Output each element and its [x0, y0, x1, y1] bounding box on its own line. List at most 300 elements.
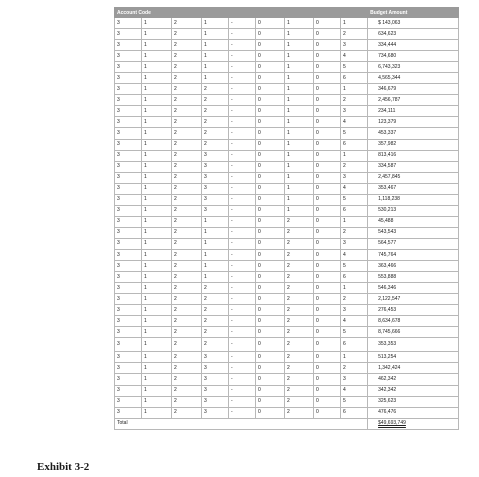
account-code-cell: 2: [202, 128, 229, 139]
account-code-cell: 0: [314, 316, 341, 327]
account-code-cell: 3: [202, 183, 229, 194]
account-code-cell: -: [229, 205, 256, 216]
account-code-cell: 1: [285, 62, 314, 73]
account-code-cell: 0: [314, 183, 341, 194]
account-code-cell: 6: [341, 272, 368, 283]
account-code-cell: -: [229, 407, 256, 418]
account-code-cell: -: [229, 216, 256, 227]
account-code-cell: 0: [256, 139, 285, 150]
account-code-cell: 2: [341, 363, 368, 374]
account-code-cell: 3: [202, 407, 229, 418]
table-row: [115, 117, 459, 128]
account-code-cell: 0: [314, 51, 341, 62]
account-code-cell: 1: [142, 128, 172, 139]
account-code-cell: 0: [314, 396, 341, 407]
account-code-cell: 1: [202, 51, 229, 62]
account-code-cell: 5: [341, 261, 368, 272]
account-code-cell: 1: [285, 183, 314, 194]
account-code-cell: 3: [202, 194, 229, 205]
account-code-cell: -: [229, 338, 256, 352]
account-code-cell: -: [229, 18, 256, 29]
total-row: [115, 418, 459, 429]
account-code-cell: -: [229, 95, 256, 106]
table-row: [115, 183, 459, 194]
account-code-cell: 2: [285, 385, 314, 396]
account-code-cell: 5: [341, 128, 368, 139]
budget-amount-cell: 1,118,238: [368, 194, 459, 205]
account-code-cell: 0: [314, 161, 341, 172]
account-code-cell: 3: [115, 352, 142, 363]
account-code-cell: 3: [115, 283, 142, 294]
account-code-cell: 2: [172, 95, 202, 106]
budget-amount-cell: 564,577: [368, 238, 459, 249]
account-code-cell: 2: [202, 117, 229, 128]
account-code-cell: 0: [256, 106, 285, 117]
table-row: [115, 261, 459, 272]
account-code-cell: 0: [256, 238, 285, 249]
account-code-cell: 1: [142, 338, 172, 352]
account-code-cell: 0: [256, 261, 285, 272]
account-code-cell: 3: [115, 327, 142, 338]
account-code-cell: 1: [202, 216, 229, 227]
account-code-cell: 1: [202, 40, 229, 51]
budget-amount-cell: 546,346: [368, 283, 459, 294]
account-code-cell: -: [229, 316, 256, 327]
account-code-cell: 5: [341, 194, 368, 205]
account-code-cell: 2: [172, 106, 202, 117]
account-code-cell: 3: [115, 305, 142, 316]
account-code-cell: 3: [115, 128, 142, 139]
table-row: [115, 51, 459, 62]
account-code-cell: 2: [172, 374, 202, 385]
account-code-cell: 2: [341, 294, 368, 305]
account-code-cell: 2: [172, 352, 202, 363]
budget-amount-cell: 276,453: [368, 305, 459, 316]
budget-amount-cell: $ 143,063: [368, 18, 459, 29]
account-code-cell: 3: [202, 363, 229, 374]
account-code-cell: 1: [142, 305, 172, 316]
account-code-cell: -: [229, 40, 256, 51]
account-code-cell: 1: [142, 95, 172, 106]
account-code-cell: -: [229, 249, 256, 260]
account-code-cell: -: [229, 374, 256, 385]
account-code-cell: 6: [341, 139, 368, 150]
account-code-cell: 3: [115, 84, 142, 95]
account-code-cell: 1: [285, 29, 314, 40]
account-code-cell: 0: [314, 150, 341, 161]
account-code-cell: 1: [285, 117, 314, 128]
account-code-cell: 0: [314, 374, 341, 385]
account-code-cell: 3: [115, 396, 142, 407]
account-code-cell: 3: [202, 352, 229, 363]
budget-amount-cell: 353,353: [368, 338, 459, 352]
account-code-cell: 0: [256, 352, 285, 363]
budget-amount-cell: 476,476: [368, 407, 459, 418]
account-code-cell: 0: [256, 40, 285, 51]
account-code-cell: 0: [314, 238, 341, 249]
account-code-cell: 2: [172, 283, 202, 294]
account-code-cell: 1: [142, 363, 172, 374]
account-code-cell: 4: [341, 316, 368, 327]
account-code-cell: 2: [172, 139, 202, 150]
table-row: [115, 106, 459, 117]
account-code-cell: 3: [115, 18, 142, 29]
budget-amount-cell: 634,623: [368, 29, 459, 40]
account-code-cell: 3: [115, 73, 142, 84]
budget-amount-cell: 342,342: [368, 385, 459, 396]
account-code-cell: 3: [115, 117, 142, 128]
account-code-cell: 0: [314, 106, 341, 117]
account-code-cell: 2: [172, 272, 202, 283]
account-code-cell: 3: [115, 194, 142, 205]
account-code-cell: 0: [256, 327, 285, 338]
account-code-cell: 0: [314, 62, 341, 73]
account-code-cell: -: [229, 194, 256, 205]
account-code-cell: 0: [314, 84, 341, 95]
budget-amount-cell: 2,122,547: [368, 294, 459, 305]
account-code-cell: 5: [341, 62, 368, 73]
account-code-cell: 2: [202, 84, 229, 95]
table-row: [115, 95, 459, 106]
account-code-cell: 1: [142, 216, 172, 227]
account-code-cell: 2: [202, 338, 229, 352]
budget-amount-cell: 530,213: [368, 205, 459, 216]
account-code-cell: 0: [314, 305, 341, 316]
account-code-cell: 0: [256, 316, 285, 327]
budget-amount-cell: 2,456,787: [368, 95, 459, 106]
account-code-cell: 4: [341, 117, 368, 128]
account-code-cell: 0: [314, 172, 341, 183]
table-row: [115, 205, 459, 216]
account-code-cell: 0: [256, 150, 285, 161]
account-code-cell: 2: [285, 272, 314, 283]
account-code-cell: 0: [256, 283, 285, 294]
table-row: [115, 84, 459, 95]
account-code-cell: -: [229, 106, 256, 117]
account-code-cell: 2: [285, 305, 314, 316]
table-body: [115, 18, 459, 430]
header-row: [115, 8, 459, 18]
account-code-cell: 3: [115, 62, 142, 73]
account-code-cell: 1: [285, 139, 314, 150]
exhibit-label: Exhibit 3-2: [37, 461, 90, 473]
account-code-cell: 2: [285, 216, 314, 227]
account-code-cell: 3: [341, 305, 368, 316]
account-code-cell: 0: [314, 216, 341, 227]
account-code-cell: 2: [172, 238, 202, 249]
account-code-cell: 2: [285, 338, 314, 352]
budget-amount-cell: 513,254: [368, 352, 459, 363]
account-code-cell: 3: [115, 316, 142, 327]
account-code-cell: 0: [314, 227, 341, 238]
total-amount: $49,693,749: [368, 418, 459, 429]
account-code-cell: 1: [285, 172, 314, 183]
account-code-cell: 3: [202, 172, 229, 183]
account-code-cell: 2: [341, 161, 368, 172]
account-code-cell: -: [229, 294, 256, 305]
table-row: [115, 216, 459, 227]
account-code-cell: -: [229, 62, 256, 73]
account-code-cell: -: [229, 385, 256, 396]
account-code-cell: 0: [256, 51, 285, 62]
account-code-cell: 0: [256, 363, 285, 374]
account-code-cell: 0: [256, 396, 285, 407]
table-row: [115, 396, 459, 407]
account-code-cell: 0: [314, 407, 341, 418]
account-code-cell: 0: [314, 139, 341, 150]
table-row: [115, 249, 459, 260]
account-code-cell: 2: [202, 327, 229, 338]
account-code-cell: 1: [142, 73, 172, 84]
account-code-cell: 1: [142, 106, 172, 117]
account-code-cell: 0: [314, 205, 341, 216]
table-row: [115, 40, 459, 51]
account-code-cell: 2: [202, 305, 229, 316]
account-code-cell: 2: [172, 117, 202, 128]
budget-amount-cell: 353,467: [368, 183, 459, 194]
budget-amount-cell: 453,337: [368, 128, 459, 139]
account-code-cell: 0: [256, 374, 285, 385]
account-code-cell: 3: [115, 363, 142, 374]
table-row: [115, 338, 459, 352]
account-code-cell: 0: [314, 327, 341, 338]
account-code-cell: 3: [115, 338, 142, 352]
account-code-cell: 1: [341, 283, 368, 294]
account-code-cell: 1: [285, 40, 314, 51]
account-code-cell: 0: [314, 73, 341, 84]
account-code-cell: 1: [285, 194, 314, 205]
budget-amount-cell: 234,111: [368, 106, 459, 117]
account-code-cell: 0: [314, 29, 341, 40]
table-row: [115, 150, 459, 161]
account-code-header: Account Code: [115, 8, 368, 18]
table-row: [115, 73, 459, 84]
account-code-cell: 3: [115, 294, 142, 305]
account-code-cell: 2: [172, 385, 202, 396]
account-code-cell: -: [229, 117, 256, 128]
account-code-cell: 2: [172, 172, 202, 183]
budget-amount-cell: 357,982: [368, 139, 459, 150]
account-code-cell: 6: [341, 338, 368, 352]
table-row: [115, 238, 459, 249]
account-code-cell: 0: [256, 62, 285, 73]
account-code-cell: 3: [202, 385, 229, 396]
account-code-cell: 1: [341, 18, 368, 29]
account-code-cell: 0: [314, 385, 341, 396]
budget-amount-cell: 813,416: [368, 150, 459, 161]
account-code-cell: 1: [142, 183, 172, 194]
account-code-cell: 3: [115, 95, 142, 106]
account-code-cell: 2: [172, 73, 202, 84]
total-label: Total: [115, 418, 368, 429]
account-code-cell: 3: [115, 40, 142, 51]
account-code-cell: 2: [172, 205, 202, 216]
account-code-cell: 1: [142, 51, 172, 62]
account-code-cell: 3: [115, 216, 142, 227]
account-code-cell: 1: [142, 396, 172, 407]
account-code-cell: 0: [256, 272, 285, 283]
account-code-cell: 4: [341, 249, 368, 260]
account-code-cell: 1: [142, 18, 172, 29]
account-code-cell: -: [229, 183, 256, 194]
account-code-cell: 3: [115, 205, 142, 216]
account-code-cell: 1: [142, 227, 172, 238]
account-code-cell: -: [229, 238, 256, 249]
budget-amount-cell: 45,488: [368, 216, 459, 227]
account-code-cell: 3: [202, 396, 229, 407]
budget-table-container: [114, 7, 458, 430]
budget-amount-header: Budget Amount: [368, 8, 459, 18]
budget-amount-cell: 462,342: [368, 374, 459, 385]
account-code-cell: 1: [202, 62, 229, 73]
account-code-cell: 4: [341, 385, 368, 396]
account-code-cell: -: [229, 327, 256, 338]
account-code-cell: 1: [341, 352, 368, 363]
account-code-cell: 3: [115, 161, 142, 172]
account-code-cell: 6: [341, 73, 368, 84]
account-code-cell: -: [229, 29, 256, 40]
account-code-cell: 0: [256, 249, 285, 260]
table-row: [115, 18, 459, 29]
account-code-cell: 0: [314, 95, 341, 106]
account-code-cell: 2: [202, 283, 229, 294]
account-code-cell: 1: [142, 205, 172, 216]
account-code-cell: 1: [142, 194, 172, 205]
account-code-cell: 1: [341, 216, 368, 227]
account-code-cell: 0: [314, 352, 341, 363]
account-code-cell: 2: [285, 261, 314, 272]
account-code-cell: 2: [172, 128, 202, 139]
account-code-cell: 2: [172, 294, 202, 305]
table-row: [115, 374, 459, 385]
table-row: [115, 62, 459, 73]
account-code-cell: 0: [256, 128, 285, 139]
account-code-cell: 3: [115, 407, 142, 418]
account-code-cell: 1: [202, 227, 229, 238]
budget-amount-cell: 123,379: [368, 117, 459, 128]
account-code-cell: 0: [256, 205, 285, 216]
account-code-cell: 3: [115, 227, 142, 238]
budget-amount-cell: 4,565,344: [368, 73, 459, 84]
account-code-cell: 2: [202, 95, 229, 106]
table-row: [115, 352, 459, 363]
table-row: [115, 294, 459, 305]
account-code-cell: 2: [172, 249, 202, 260]
account-code-cell: 0: [314, 338, 341, 352]
account-code-cell: 1: [285, 150, 314, 161]
account-code-cell: 1: [142, 40, 172, 51]
account-code-cell: -: [229, 305, 256, 316]
account-code-cell: 0: [256, 294, 285, 305]
account-code-cell: 2: [285, 363, 314, 374]
account-code-cell: 0: [256, 84, 285, 95]
account-code-cell: 2: [172, 62, 202, 73]
account-code-cell: 2: [172, 396, 202, 407]
account-code-cell: 2: [172, 216, 202, 227]
account-code-cell: 1: [341, 150, 368, 161]
table-row: [115, 139, 459, 150]
account-code-cell: -: [229, 128, 256, 139]
account-code-cell: 0: [314, 128, 341, 139]
table-row: [115, 305, 459, 316]
account-code-cell: 4: [341, 51, 368, 62]
account-code-cell: 1: [142, 117, 172, 128]
account-code-cell: 0: [314, 18, 341, 29]
account-code-cell: 2: [285, 407, 314, 418]
account-code-cell: 3: [115, 172, 142, 183]
account-code-cell: 1: [142, 161, 172, 172]
account-code-cell: 3: [202, 374, 229, 385]
account-code-cell: 3: [115, 150, 142, 161]
account-code-cell: 0: [256, 385, 285, 396]
account-code-cell: 4: [341, 183, 368, 194]
account-code-cell: 3: [115, 385, 142, 396]
account-code-cell: -: [229, 172, 256, 183]
table-row: [115, 407, 459, 418]
budget-amount-cell: 8,634,678: [368, 316, 459, 327]
account-code-cell: 2: [202, 139, 229, 150]
budget-amount-cell: 334,444: [368, 40, 459, 51]
account-code-cell: 0: [256, 183, 285, 194]
table-row: [115, 172, 459, 183]
account-code-cell: 2: [202, 316, 229, 327]
account-code-cell: 0: [256, 227, 285, 238]
budget-amount-cell: 363,466: [368, 261, 459, 272]
account-code-cell: 3: [115, 272, 142, 283]
account-code-cell: 1: [142, 139, 172, 150]
account-code-cell: 0: [256, 73, 285, 84]
table-row: [115, 161, 459, 172]
account-code-cell: -: [229, 272, 256, 283]
account-code-cell: 1: [142, 316, 172, 327]
account-code-cell: 0: [256, 338, 285, 352]
account-code-cell: 0: [314, 294, 341, 305]
account-code-cell: 2: [285, 283, 314, 294]
account-code-cell: 2: [172, 327, 202, 338]
account-code-cell: 0: [314, 194, 341, 205]
account-code-cell: 2: [285, 238, 314, 249]
account-code-cell: 0: [256, 407, 285, 418]
table-row: [115, 194, 459, 205]
account-code-cell: 1: [202, 29, 229, 40]
account-code-cell: -: [229, 73, 256, 84]
account-code-cell: 1: [142, 172, 172, 183]
account-code-cell: 2: [172, 407, 202, 418]
account-code-cell: 2: [172, 18, 202, 29]
account-code-cell: 2: [341, 29, 368, 40]
budget-amount-cell: 325,623: [368, 396, 459, 407]
account-code-cell: 2: [202, 294, 229, 305]
account-code-cell: 2: [202, 106, 229, 117]
account-code-cell: 2: [285, 396, 314, 407]
account-code-cell: 5: [341, 396, 368, 407]
account-code-cell: 1: [285, 128, 314, 139]
account-code-cell: 1: [142, 84, 172, 95]
account-code-cell: 0: [256, 194, 285, 205]
account-code-cell: 0: [256, 18, 285, 29]
account-code-cell: 0: [314, 363, 341, 374]
account-code-cell: 2: [285, 327, 314, 338]
account-code-cell: 1: [142, 374, 172, 385]
account-code-cell: 0: [314, 261, 341, 272]
budget-amount-cell: 8,745,666: [368, 327, 459, 338]
account-code-cell: 1: [142, 261, 172, 272]
account-code-cell: 3: [115, 374, 142, 385]
account-code-cell: 1: [285, 95, 314, 106]
account-code-cell: 1: [142, 385, 172, 396]
budget-amount-cell: 2,457,845: [368, 172, 459, 183]
account-code-cell: 2: [285, 352, 314, 363]
